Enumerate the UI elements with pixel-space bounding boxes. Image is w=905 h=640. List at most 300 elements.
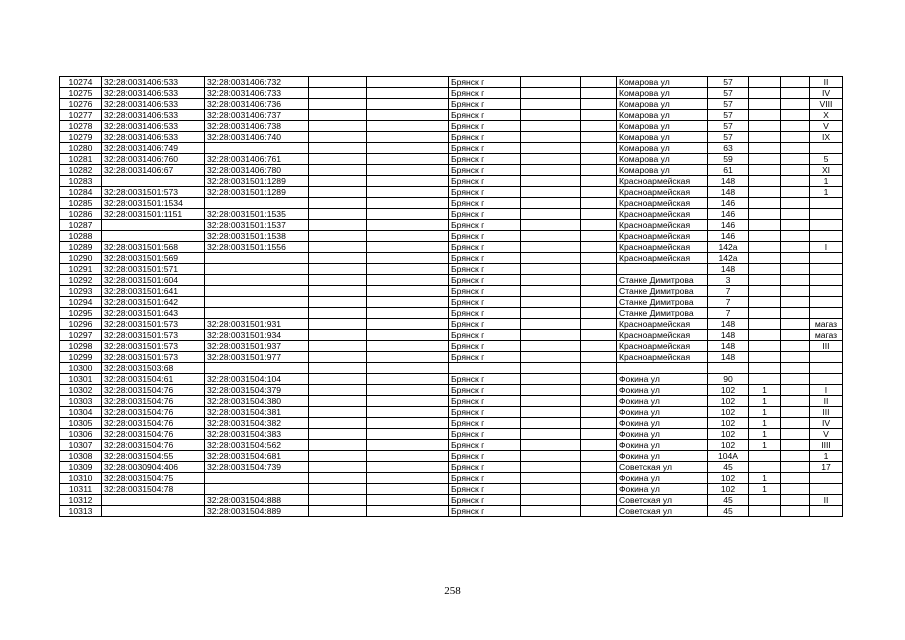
table-cell xyxy=(749,209,781,220)
table-cell xyxy=(581,231,617,242)
table-cell: 10304 xyxy=(60,407,102,418)
table-cell: 10276 xyxy=(60,99,102,110)
table-cell: 32:28:0031501:569 xyxy=(102,253,205,264)
table-cell: IX xyxy=(810,132,843,143)
table-cell xyxy=(521,495,581,506)
table-cell xyxy=(749,121,781,132)
table-cell xyxy=(581,77,617,88)
table-cell xyxy=(521,143,581,154)
table-cell xyxy=(367,242,449,253)
table-cell xyxy=(749,132,781,143)
table-cell: Красноармейская xyxy=(617,330,708,341)
table-cell xyxy=(521,407,581,418)
table-cell: 10275 xyxy=(60,88,102,99)
table-cell: Комарова ул xyxy=(617,88,708,99)
table-cell xyxy=(781,319,810,330)
table-cell xyxy=(749,495,781,506)
table-cell: 32:28:0031504:76 xyxy=(102,396,205,407)
table-cell: 57 xyxy=(708,88,749,99)
table-cell: Фокина ул xyxy=(617,407,708,418)
table-cell: Советская ул xyxy=(617,495,708,506)
table-cell: 10300 xyxy=(60,363,102,374)
table-cell: Красноармейская xyxy=(617,352,708,363)
table-cell xyxy=(367,308,449,319)
table-cell xyxy=(708,363,749,374)
table-cell: 32:28:0030904:406 xyxy=(102,462,205,473)
table-cell xyxy=(521,88,581,99)
table-cell xyxy=(781,176,810,187)
table-cell xyxy=(581,506,617,517)
table-cell xyxy=(309,264,367,275)
table-cell: Комарова ул xyxy=(617,99,708,110)
table-cell: Брянск г xyxy=(449,77,521,88)
table-cell: II xyxy=(810,495,843,506)
table-cell xyxy=(521,286,581,297)
table-cell: 32:28:0031501:1556 xyxy=(205,242,309,253)
table-row xyxy=(60,242,843,253)
table-cell: 32:28:0031504:379 xyxy=(205,385,309,396)
table-cell xyxy=(205,253,309,264)
table-cell xyxy=(367,99,449,110)
table-cell xyxy=(521,132,581,143)
table-cell xyxy=(521,242,581,253)
table-cell xyxy=(581,407,617,418)
table-row xyxy=(60,231,843,242)
table-cell xyxy=(309,253,367,264)
table-cell xyxy=(367,209,449,220)
table-cell: IV xyxy=(810,418,843,429)
table-cell xyxy=(581,275,617,286)
table-cell: 10284 xyxy=(60,187,102,198)
table-cell xyxy=(205,275,309,286)
table-cell xyxy=(521,154,581,165)
table-cell xyxy=(102,220,205,231)
table-cell xyxy=(205,286,309,297)
table-cell: 32:28:0031406:740 xyxy=(205,132,309,143)
table-cell xyxy=(521,429,581,440)
table-cell xyxy=(521,297,581,308)
table-cell: 32:28:0031501:573 xyxy=(102,187,205,198)
table-row xyxy=(60,209,843,220)
table-cell xyxy=(781,506,810,517)
table-cell: 32:28:0031501:1289 xyxy=(205,176,309,187)
table-cell: Брянск г xyxy=(449,484,521,495)
table-cell: 10274 xyxy=(60,77,102,88)
table-cell xyxy=(367,176,449,187)
table-cell: 102 xyxy=(708,418,749,429)
table-cell: VIII xyxy=(810,99,843,110)
table-cell: 32:28:0031504:889 xyxy=(205,506,309,517)
table-cell: 1 xyxy=(749,407,781,418)
table-cell xyxy=(309,319,367,330)
table-cell: 32:28:0031504:562 xyxy=(205,440,309,451)
table-cell xyxy=(367,385,449,396)
table-cell: 32:28:0031504:76 xyxy=(102,407,205,418)
table-cell xyxy=(367,374,449,385)
table-cell: 17 xyxy=(810,462,843,473)
table-cell xyxy=(309,341,367,352)
table-row xyxy=(60,352,843,363)
table-cell xyxy=(367,88,449,99)
table-cell: 45 xyxy=(708,506,749,517)
table-cell: 10307 xyxy=(60,440,102,451)
table-cell xyxy=(781,242,810,253)
table-cell xyxy=(367,187,449,198)
table-cell: 57 xyxy=(708,99,749,110)
table-cell: 102 xyxy=(708,473,749,484)
table-cell xyxy=(581,374,617,385)
table-cell: 1 xyxy=(749,473,781,484)
table-row xyxy=(60,275,843,286)
table-row xyxy=(60,484,843,495)
table-cell: 32:28:0031406:533 xyxy=(102,88,205,99)
table-cell xyxy=(367,407,449,418)
table-cell: 32:28:0031406:533 xyxy=(102,132,205,143)
table-cell: 10280 xyxy=(60,143,102,154)
table-row xyxy=(60,143,843,154)
table-cell: 32:28:0031501:1151 xyxy=(102,209,205,220)
table-cell xyxy=(581,88,617,99)
table-cell: Красноармейская xyxy=(617,176,708,187)
table-cell: V xyxy=(810,429,843,440)
table-cell xyxy=(810,352,843,363)
table-cell xyxy=(781,462,810,473)
table-row xyxy=(60,253,843,264)
table-cell xyxy=(581,352,617,363)
table-cell: 32:28:0031504:76 xyxy=(102,440,205,451)
table-cell xyxy=(521,165,581,176)
table-row xyxy=(60,396,843,407)
table-cell xyxy=(810,374,843,385)
table-cell: Брянск г xyxy=(449,198,521,209)
table-cell: 32:28:0031406:732 xyxy=(205,77,309,88)
table-cell: 1 xyxy=(749,429,781,440)
table-cell xyxy=(367,484,449,495)
table-cell xyxy=(781,231,810,242)
table-cell xyxy=(309,143,367,154)
table-cell xyxy=(309,462,367,473)
table-row xyxy=(60,286,843,297)
table-cell xyxy=(781,341,810,352)
table-cell: Брянск г xyxy=(449,352,521,363)
table-cell: Красноармейская xyxy=(617,253,708,264)
table-cell xyxy=(781,308,810,319)
table-cell: 32:28:0031504:383 xyxy=(205,429,309,440)
table-cell xyxy=(581,330,617,341)
table-cell xyxy=(810,209,843,220)
table-cell xyxy=(781,121,810,132)
table-cell xyxy=(309,286,367,297)
table-cell xyxy=(367,440,449,451)
table-cell xyxy=(521,385,581,396)
table-cell xyxy=(309,297,367,308)
table-cell: Красноармейская xyxy=(617,242,708,253)
table-row xyxy=(60,330,843,341)
table-row xyxy=(60,308,843,319)
table-cell: 32:28:0031504:888 xyxy=(205,495,309,506)
table-cell xyxy=(781,418,810,429)
table-cell xyxy=(309,506,367,517)
table-cell: 32:28:0031504:681 xyxy=(205,451,309,462)
table-cell: 148 xyxy=(708,264,749,275)
table-cell: 32:28:0031406:737 xyxy=(205,110,309,121)
table-cell: Брянск г xyxy=(449,495,521,506)
table-cell xyxy=(102,176,205,187)
table-cell xyxy=(367,275,449,286)
table-cell: Брянск г xyxy=(449,275,521,286)
table-cell xyxy=(581,451,617,462)
table-cell: 32:28:0031501:568 xyxy=(102,242,205,253)
table-cell: Красноармейская xyxy=(617,187,708,198)
table-cell: 32:28:0031501:573 xyxy=(102,352,205,363)
table-cell xyxy=(521,396,581,407)
table-cell: Фокина ул xyxy=(617,396,708,407)
table-cell xyxy=(781,407,810,418)
table-cell xyxy=(581,440,617,451)
table-cell xyxy=(205,143,309,154)
table-cell: 1 xyxy=(749,385,781,396)
table-cell xyxy=(781,264,810,275)
table-cell xyxy=(581,176,617,187)
table-cell: 146 xyxy=(708,209,749,220)
table-cell xyxy=(781,297,810,308)
table-cell: 102 xyxy=(708,385,749,396)
table-cell xyxy=(749,319,781,330)
table-cell xyxy=(521,121,581,132)
table-cell xyxy=(309,242,367,253)
table-cell: Комарова ул xyxy=(617,77,708,88)
table-cell: 1 xyxy=(749,396,781,407)
table-cell xyxy=(810,253,843,264)
table-cell xyxy=(521,418,581,429)
table-cell xyxy=(749,77,781,88)
table-cell: 10283 xyxy=(60,176,102,187)
table-cell xyxy=(367,297,449,308)
table-cell xyxy=(781,132,810,143)
table-cell: Станке Димитрова xyxy=(617,286,708,297)
table-cell: 102 xyxy=(708,396,749,407)
table-cell: Брянск г xyxy=(449,407,521,418)
table-cell xyxy=(581,99,617,110)
table-cell: 32:28:0031501:1534 xyxy=(102,198,205,209)
table-cell xyxy=(367,143,449,154)
table-row xyxy=(60,429,843,440)
table-cell xyxy=(367,110,449,121)
table-row xyxy=(60,99,843,110)
table-cell xyxy=(309,385,367,396)
table-cell xyxy=(581,110,617,121)
table-cell: 1 xyxy=(749,440,781,451)
table-cell: Брянск г xyxy=(449,176,521,187)
table-cell: Красноармейская xyxy=(617,209,708,220)
table-cell: 32:28:0031504:104 xyxy=(205,374,309,385)
table-cell xyxy=(367,132,449,143)
table-cell: 32:28:0031406:749 xyxy=(102,143,205,154)
table-cell: Брянск г xyxy=(449,473,521,484)
table-cell: 10291 xyxy=(60,264,102,275)
table-cell xyxy=(521,209,581,220)
table-cell xyxy=(367,418,449,429)
table-cell xyxy=(810,297,843,308)
table-cell: Комарова ул xyxy=(617,121,708,132)
table-cell xyxy=(521,176,581,187)
table-cell: 5 xyxy=(810,154,843,165)
table-cell xyxy=(581,264,617,275)
table-cell xyxy=(581,396,617,407)
table-cell xyxy=(367,231,449,242)
table-cell: 1 xyxy=(810,176,843,187)
table-cell: Брянск г xyxy=(449,121,521,132)
table-cell: 10294 xyxy=(60,297,102,308)
table-cell: Брянск г xyxy=(449,143,521,154)
table-cell xyxy=(581,341,617,352)
table-cell xyxy=(749,88,781,99)
table-cell: 102 xyxy=(708,484,749,495)
table-cell xyxy=(810,143,843,154)
table-cell xyxy=(367,363,449,374)
table-cell: 32:28:0031504:78 xyxy=(102,484,205,495)
table-cell xyxy=(781,275,810,286)
table-cell xyxy=(781,374,810,385)
table-cell xyxy=(205,473,309,484)
table-cell xyxy=(749,352,781,363)
table-cell xyxy=(810,275,843,286)
table-row xyxy=(60,110,843,121)
table-cell xyxy=(309,209,367,220)
table-cell xyxy=(309,495,367,506)
table-cell xyxy=(309,231,367,242)
table-cell: Комарова ул xyxy=(617,165,708,176)
table-cell: 10312 xyxy=(60,495,102,506)
table-cell xyxy=(581,220,617,231)
table-cell xyxy=(781,77,810,88)
table-cell xyxy=(581,143,617,154)
table-cell xyxy=(309,187,367,198)
table-cell xyxy=(367,165,449,176)
table-cell: I xyxy=(810,242,843,253)
table-cell xyxy=(617,264,708,275)
table-cell xyxy=(749,341,781,352)
table-cell xyxy=(309,330,367,341)
table-cell xyxy=(781,209,810,220)
table-cell xyxy=(581,418,617,429)
table-cell xyxy=(581,132,617,143)
table-cell xyxy=(781,99,810,110)
table-cell xyxy=(749,198,781,209)
table-cell: III xyxy=(810,407,843,418)
table-cell xyxy=(309,88,367,99)
table-cell xyxy=(309,374,367,385)
table-cell: 10313 xyxy=(60,506,102,517)
table-cell: Фокина ул xyxy=(617,473,708,484)
table-cell: 10302 xyxy=(60,385,102,396)
table-cell xyxy=(309,407,367,418)
table-cell: XI xyxy=(810,165,843,176)
table-cell: II xyxy=(810,77,843,88)
table-row xyxy=(60,440,843,451)
table-cell xyxy=(749,110,781,121)
table-cell: Брянск г xyxy=(449,187,521,198)
table-row xyxy=(60,341,843,352)
table-cell: 32:28:0031504:380 xyxy=(205,396,309,407)
table-cell xyxy=(781,385,810,396)
table-cell: Фокина ул xyxy=(617,374,708,385)
table-cell xyxy=(781,165,810,176)
table-cell xyxy=(581,297,617,308)
table-cell xyxy=(367,341,449,352)
table-cell: 32:28:0031501:643 xyxy=(102,308,205,319)
table-cell xyxy=(810,220,843,231)
table-cell: 7 xyxy=(708,286,749,297)
table-cell: 32:28:0031501:977 xyxy=(205,352,309,363)
table-cell: Комарова ул xyxy=(617,154,708,165)
table-cell xyxy=(102,231,205,242)
table-cell: 10278 xyxy=(60,121,102,132)
table-cell: 32:28:0031406:533 xyxy=(102,110,205,121)
table-cell: Фокина ул xyxy=(617,418,708,429)
table-cell: Брянск г xyxy=(449,110,521,121)
table-row xyxy=(60,88,843,99)
table-cell xyxy=(581,319,617,330)
table-row xyxy=(60,363,843,374)
table-cell: 32:28:0031406:738 xyxy=(205,121,309,132)
table-cell xyxy=(521,253,581,264)
table-cell xyxy=(367,264,449,275)
table-cell: Красноармейская xyxy=(617,341,708,352)
table-cell: Брянск г xyxy=(449,385,521,396)
table-cell xyxy=(102,495,205,506)
table-cell: 32:28:0031406:733 xyxy=(205,88,309,99)
table-cell: 102 xyxy=(708,429,749,440)
table-cell xyxy=(810,473,843,484)
table-cell xyxy=(581,484,617,495)
table-cell xyxy=(781,187,810,198)
table-cell xyxy=(749,506,781,517)
table-cell: магаз xyxy=(810,319,843,330)
table-cell: 10281 xyxy=(60,154,102,165)
table-cell: Брянск г xyxy=(449,341,521,352)
table-cell: X xyxy=(810,110,843,121)
table-cell xyxy=(521,220,581,231)
table-cell xyxy=(749,308,781,319)
table-cell: Красноармейская xyxy=(617,319,708,330)
register-table-body xyxy=(60,77,843,517)
table-row xyxy=(60,121,843,132)
table-row xyxy=(60,319,843,330)
table-cell: Брянск г xyxy=(449,396,521,407)
table-cell xyxy=(205,363,309,374)
table-cell: 142а xyxy=(708,253,749,264)
table-cell: 7 xyxy=(708,308,749,319)
table-cell: 32:28:0031501:571 xyxy=(102,264,205,275)
table-row xyxy=(60,176,843,187)
table-cell: 32:28:0031406:780 xyxy=(205,165,309,176)
table-cell xyxy=(309,110,367,121)
table-cell xyxy=(581,308,617,319)
table-cell xyxy=(205,198,309,209)
table-cell xyxy=(581,121,617,132)
table-cell xyxy=(205,264,309,275)
table-row xyxy=(60,165,843,176)
table-cell xyxy=(749,275,781,286)
table-cell xyxy=(581,209,617,220)
table-cell: 32:28:0031406:761 xyxy=(205,154,309,165)
table-cell xyxy=(581,385,617,396)
table-row xyxy=(60,495,843,506)
table-cell: 32:28:0031504:55 xyxy=(102,451,205,462)
table-cell xyxy=(749,363,781,374)
table-cell: 32:28:0031504:76 xyxy=(102,385,205,396)
